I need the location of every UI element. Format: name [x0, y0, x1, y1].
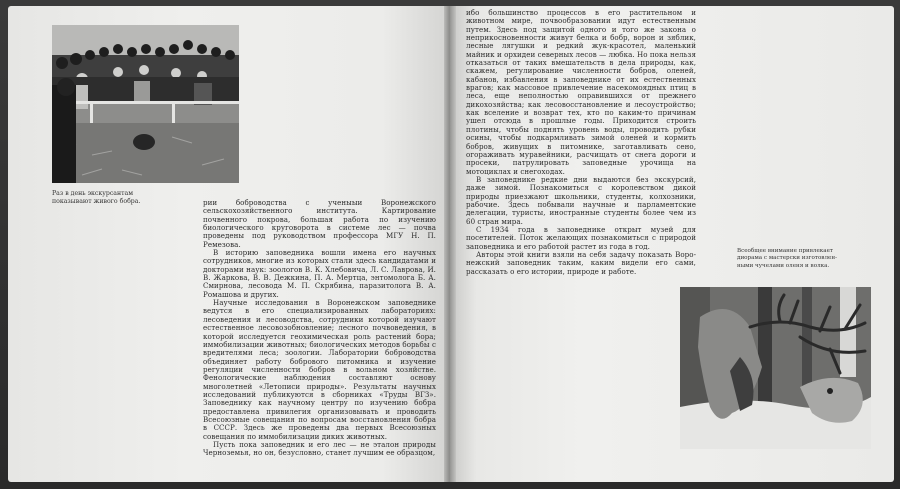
right-paragraph: Авторы этой книги взяли на себя задачу показать Воронежский заповедник таким, каким видели его сами, рассказать о его истории, природе и работе. — [466, 249, 696, 276]
book-gutter — [444, 6, 456, 482]
right-paragraph: ибо большинство процессов в его растительном и животном мире, почвообразовании идут естественным путем. Здесь под защитой одного и того же закона о неприкосновенности живут белка и бобр, ворон и зяблик, лесные лягушки и редкий жук-красотел, маленький майник и орхидеи северных лесов — любка. Но пока нельзя отказаться от таких вмешательств в дела природы, как, скажем, регулирование численности бобров, оленей, кабанов, избавления в заповеднике от их естественных врагов; как массовое привлечение насекомоядных птиц в леса, еще неполностью оправившихся от прежнего дикохозяйства; как лесовосстановление и лесоустройство; как вселение и возврат тех, кто по каким-то причинам ушел отсюда в прошлые годы. Приходится строить плотины, чтобы поднять уровень воды, проводить рубки осины, чтобы подкармливать зимой оленей и кормить бобров, живущих в питомнике, заготавливать сено, огораживать муравейники, расчищать от снега дороги и просеки, патрулировать заповедные урочища на мотоциклах и снегоходах. — [466, 8, 696, 176]
left-paragraph: Пусть пока заповедник и его лес — не эталон природы Черноземья, но он, безусловно, станет лучшим ее образцом, — [203, 439, 436, 458]
right-photo-caption: Всеобщее внимание привлекает диорама с мастерски изготовленными чучелами оленя и волка. — [737, 248, 837, 269]
left-paragraph: В историю заповедника вошли имена его научных сотрудников, многие из которых стали здесь кандидатами и докторами наук: зоологов В. К. Хлебовича, Л. С. Лаврова, И. В. Жаркова, В. В. Дежкина, П. А. Мертца, энтомолога Б. А. Смирнова, лесовода М. П. Скрябина, паразитолога В. А. Ромашова и других. — [203, 248, 436, 299]
right-paragraph: В заповеднике редкие дни выдаются без экскурсий, даже зимой. Познакомиться с королевством дикой природы приезжают школьники, студенты, колхозники, рабочие. Здесь побывали научные и парламентские делегации, туристы, иностранные студенты более чем из 60 стран мира. — [466, 174, 696, 226]
deer-wolf-diorama-photo — [680, 287, 871, 449]
beaver-crowd-photo — [52, 25, 239, 183]
right-paragraph: С 1934 года в заповеднике открыт музей для посетителей. Поток желающих познакомиться с природой заповедника и его работой растет из года в год. — [466, 224, 696, 251]
left-photo-caption: Раз в день экскурсантам показывают живого бобра. — [52, 190, 141, 206]
left-paragraph: рии боброводства с ученыыи Воронежского сельскохозяйственного института. Картирование почвенного покрова, большая работа по изучению биологического круговорота в системе лес — почва проведены под руководством профессора МГУ Н. П. Ремезова. — [203, 198, 436, 249]
left-paragraph: Научные исследования в Воронежском заповеднике ведутся в его специализированных лабораториях: лесоведения и лесоводства, сотрудники которой изучают естественное лесовозобновление; лесного почвоведения, в которой исследуется геохимическая роль растений бора; иммобилизации животных; биологических методов борьбы с вредителями леса; зоологии. Лаборатории боброводства объединяет работу бобрового питомника и изучение регуляции численности бобров в вольном хозяйстве. Фенологические наблюдения составляют основу многолетней «Летописи природы». Результаты научных исследований публикуются в сборниках «Труды ВГЗ». Заповеднику как научному центру по изучению бобра предоставлена привилегия организовывать и проводить Всесоюзные совещания по вопросам восстановления бобра в СССР. Здесь же проведены два первых Всесоюзных совещания по иммобилизации диких животных. — [203, 298, 436, 441]
left-text-column — [203, 199, 436, 458]
right-text-column — [466, 9, 696, 276]
